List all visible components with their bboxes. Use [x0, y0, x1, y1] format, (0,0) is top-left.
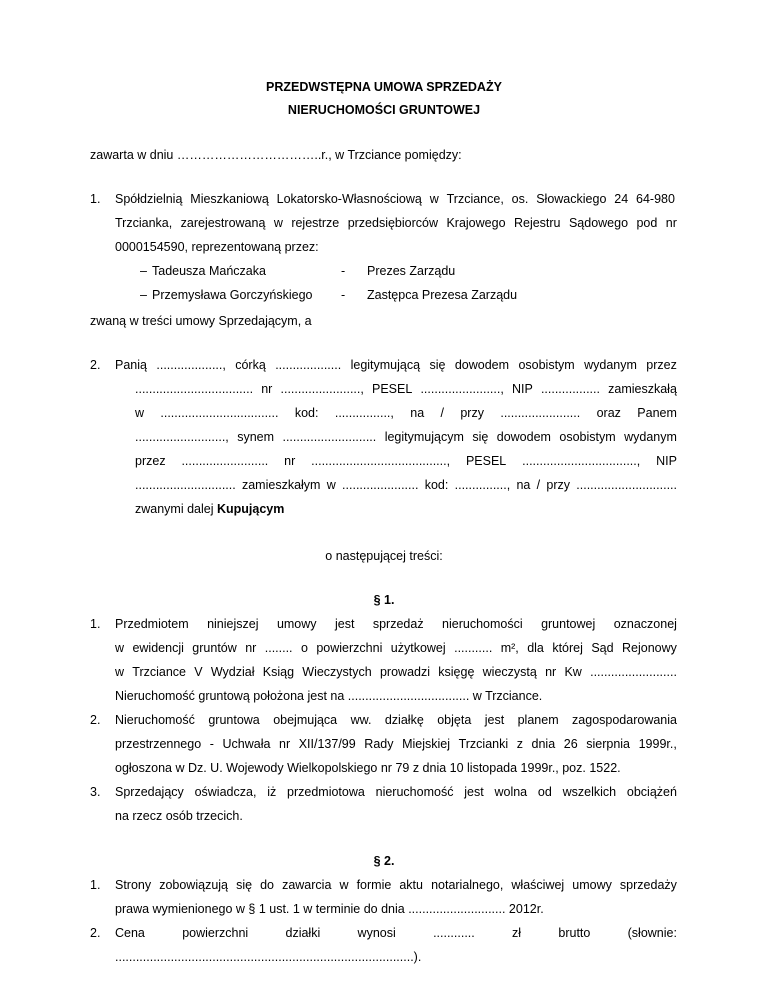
word: Krajowego	[446, 216, 506, 230]
rep-bullet: –	[140, 264, 147, 278]
word: się	[429, 358, 446, 372]
word: sprzedaż	[372, 617, 424, 631]
word: zawarcia	[282, 878, 332, 892]
word: nr	[545, 665, 557, 679]
word: osobistym	[559, 430, 616, 444]
word: w	[339, 878, 349, 892]
word: się	[472, 430, 489, 444]
s1-item-line	[115, 641, 677, 656]
word: osobistym	[518, 358, 575, 372]
word: przez	[646, 358, 677, 372]
word: której	[552, 641, 583, 655]
word: kod:	[424, 478, 449, 492]
word: NIP	[511, 382, 533, 396]
word: Panem	[637, 406, 677, 420]
word: dnia	[531, 737, 556, 751]
word: .......................,	[280, 382, 364, 396]
word: -	[209, 737, 214, 751]
word: aktu	[399, 878, 423, 892]
party1-line	[115, 216, 677, 231]
word: Trzciance,	[446, 192, 504, 206]
word: Rady	[364, 737, 394, 751]
s1-item-line	[115, 785, 677, 800]
word: Lokatorsko-Własnościową	[276, 192, 422, 206]
word: w	[135, 406, 145, 420]
word: przy	[460, 406, 484, 420]
word: w	[273, 216, 283, 230]
party2-line	[115, 358, 677, 373]
word: od	[537, 785, 552, 799]
word: na	[516, 478, 531, 492]
rep-dash: -	[341, 288, 346, 302]
word: Uchwała	[222, 737, 271, 751]
word: Słowackiego	[536, 192, 607, 206]
word: objęta	[437, 713, 472, 727]
word: Kw	[564, 665, 582, 679]
word: umowy	[276, 617, 317, 631]
word: nr	[245, 641, 257, 655]
word: zamieszkałą	[608, 382, 677, 396]
word: Spółdzielnią	[115, 192, 183, 206]
word: Trzcianki	[458, 737, 509, 751]
rep-name: Tadeusza Mańczaka	[152, 264, 266, 278]
word: Cena	[115, 926, 145, 940]
word: córką	[235, 358, 266, 372]
party2-line	[135, 478, 677, 493]
word: powierzchni	[182, 926, 249, 940]
word: Nieruchomość	[115, 713, 195, 727]
word: w	[326, 478, 336, 492]
word: wydanym	[584, 358, 637, 372]
word: przez	[135, 454, 166, 468]
word: księgę	[438, 665, 475, 679]
word: nieruchomość	[375, 785, 454, 799]
word: działkę	[384, 713, 424, 727]
rep-bullet: –	[140, 288, 147, 302]
party1-number: 1.	[90, 192, 101, 206]
word: wolna	[494, 785, 528, 799]
title-line-2: NIERUCHOMOŚCI GRUNTOWEJ	[287, 103, 481, 117]
buyer-prefix: zwanymi dalej	[135, 502, 214, 516]
s1-item-line	[115, 737, 677, 752]
word: nr	[665, 216, 677, 230]
word: przedmiotowa	[287, 785, 365, 799]
word: ........	[264, 641, 293, 655]
word: wieczystą	[482, 665, 537, 679]
word: dowodem	[454, 358, 510, 372]
word: w	[429, 192, 439, 206]
word: właściwej	[511, 878, 565, 892]
following-text: o następującej treści:	[325, 549, 443, 563]
word: m²,	[500, 641, 519, 655]
word: umowy	[572, 878, 612, 892]
word: Strony	[115, 878, 152, 892]
word: .........................	[181, 454, 269, 468]
s1-item-line: Nieruchomość gruntową położona jest na ................................... w Trzciance.	[115, 689, 543, 703]
word: legitymującym	[384, 430, 464, 444]
buyer-clause	[135, 502, 284, 517]
word: (słownie:	[627, 926, 677, 940]
party2-line	[135, 454, 677, 469]
word: Przedmiotem	[115, 617, 189, 631]
word: kod:	[294, 406, 319, 420]
word: synem	[237, 430, 275, 444]
s2-item-line	[115, 878, 677, 893]
word: ww.	[350, 713, 372, 727]
word: .................................,	[522, 454, 641, 468]
word: pod	[636, 216, 658, 230]
word: sprzedaży	[619, 878, 677, 892]
word: przestrzennego	[115, 737, 202, 751]
word: ................,	[334, 406, 394, 420]
word: V	[194, 665, 203, 679]
word: ..........................,	[135, 430, 229, 444]
word: planem	[517, 713, 559, 727]
word: do	[260, 878, 275, 892]
word: os.	[511, 192, 529, 206]
word: zł	[512, 926, 522, 940]
word: NIP	[656, 454, 677, 468]
word: legitymującą	[350, 358, 421, 372]
word: ...................	[275, 358, 342, 372]
word: ...........	[454, 641, 493, 655]
word: formie	[356, 878, 392, 892]
word: rejestrze	[291, 216, 340, 230]
word: dla	[527, 641, 544, 655]
word: Rejestru	[513, 216, 561, 230]
word: działki	[285, 926, 321, 940]
s1-item-line	[115, 617, 677, 632]
word: XII/137/99	[298, 737, 356, 751]
word: brutto	[558, 926, 591, 940]
word: oraz	[596, 406, 621, 420]
word: dowodem	[496, 430, 551, 444]
word: zobowiązują	[159, 878, 228, 892]
word: obciążeń	[626, 785, 677, 799]
word: PESEL	[465, 454, 507, 468]
word: prowadzi	[379, 665, 431, 679]
word: zamieszkałym	[241, 478, 321, 492]
party2-number: 2.	[90, 358, 101, 372]
word: .......................,	[420, 382, 504, 396]
word: Sądowego	[568, 216, 629, 230]
word: ...........................	[282, 430, 377, 444]
rep-dash: -	[341, 264, 346, 278]
word: Trzciance	[132, 665, 186, 679]
rep-name: Przemysława Gorczyńskiego	[152, 288, 313, 302]
party1-line	[115, 192, 675, 207]
s2-item-number: 1.	[90, 878, 101, 892]
word: przedsiębiorców	[347, 216, 439, 230]
word: PESEL	[372, 382, 413, 396]
word: .................	[540, 382, 600, 396]
word: powierzchni	[316, 641, 383, 655]
s1-item-number: 2.	[90, 713, 101, 727]
word: Trzcianka,	[115, 216, 173, 230]
word: niniejszej	[207, 617, 259, 631]
word: wynosi	[357, 926, 396, 940]
party2-line	[135, 382, 677, 397]
word: Sąd	[591, 641, 614, 655]
title-line-1: PRZEDWSTĘPNA UMOWA SPRZEDAŻY	[266, 80, 502, 94]
intro-text: zawarta w dniu ……………………………..r., w Trzciance pomiędzy:	[90, 148, 462, 162]
word: .......................	[500, 406, 581, 420]
word: o	[300, 641, 308, 655]
word: nr	[284, 454, 296, 468]
word: użytkowej	[390, 641, 446, 655]
word: .......................................,	[311, 454, 451, 468]
word: .............................	[576, 478, 677, 492]
word: Sprzedający	[115, 785, 184, 799]
word: ..................................	[135, 382, 254, 396]
word: sierpnia	[586, 737, 631, 751]
s1-item-number: 1.	[90, 617, 101, 631]
section2-heading: § 2.	[373, 854, 395, 868]
word: 24	[614, 192, 629, 206]
word: iż	[267, 785, 277, 799]
seller-clause: zwaną w treści umowy Sprzedającym, a	[90, 314, 312, 328]
word: ......................	[342, 478, 419, 492]
word: 1999r.,	[638, 737, 677, 751]
word: Rejonowy	[621, 641, 677, 655]
word: jest	[464, 785, 484, 799]
word: oznaczonej	[613, 617, 677, 631]
word: ...............,	[454, 478, 511, 492]
word: w	[115, 665, 125, 679]
word: 26	[563, 737, 578, 751]
word: Mieszkaniową	[190, 192, 269, 206]
s1-item-line	[115, 665, 677, 680]
word: jest	[484, 713, 505, 727]
s2-item-number: 2.	[90, 926, 101, 940]
word: jest	[334, 617, 355, 631]
word: nr	[279, 737, 291, 751]
word: gruntowa	[208, 713, 260, 727]
s2-item-line: prawa wymienionego w § 1 ust. 1 w terminie do dnia ............................ 2012r.	[115, 902, 544, 916]
word: przy	[546, 478, 571, 492]
word: zarejestrowaną	[180, 216, 266, 230]
word: w	[115, 641, 125, 655]
word: Ksiąg	[262, 665, 295, 679]
word: obejmująca	[273, 713, 338, 727]
word: 64-980	[636, 192, 675, 206]
word: Panią	[115, 358, 147, 372]
party1-line: 0000154590, reprezentowaną przez:	[115, 240, 319, 254]
word: /	[536, 478, 541, 492]
word: ............	[433, 926, 475, 940]
word: nieruchomości	[442, 617, 523, 631]
party2-line	[135, 430, 677, 445]
word: .............................	[135, 478, 236, 492]
s1-item-line: ogłoszona w Dz. U. Wojewody Wielkopolskiego nr 79 z dnia 10 listopada 1999r., poz. 1522.	[115, 761, 621, 775]
word: Wieczystych	[302, 665, 372, 679]
s2-item-line	[115, 926, 677, 941]
word: się	[236, 878, 253, 892]
word: zagospodarowania	[572, 713, 677, 727]
word: z	[516, 737, 523, 751]
word: ..................................	[160, 406, 279, 420]
buyer-term: Kupującym	[217, 502, 285, 516]
word: wszelkich	[562, 785, 617, 799]
word: ...................,	[156, 358, 226, 372]
word: oświadcza,	[194, 785, 257, 799]
word: /	[440, 406, 444, 420]
s1-item-line	[115, 713, 677, 728]
party2-line	[135, 406, 677, 421]
word: notarialnego,	[431, 878, 504, 892]
rep-role: Prezes Zarządu	[367, 264, 456, 278]
word: na	[410, 406, 425, 420]
word: Wydział	[210, 665, 255, 679]
word: ewidencji	[132, 641, 184, 655]
word: Miejskiej	[402, 737, 450, 751]
s1-item-number: 3.	[90, 785, 101, 799]
word: gruntowej	[541, 617, 596, 631]
word: .........................	[590, 665, 677, 679]
s1-item-line: na rzecz osób trzecich.	[115, 809, 243, 823]
word: wydanym	[624, 430, 677, 444]
section1-heading: § 1.	[373, 593, 395, 607]
word: nr	[261, 382, 273, 396]
rep-role: Zastępca Prezesa Zarządu	[367, 288, 518, 302]
word: gruntów	[192, 641, 237, 655]
s2-item-line: ......................................................................................).	[115, 950, 422, 964]
